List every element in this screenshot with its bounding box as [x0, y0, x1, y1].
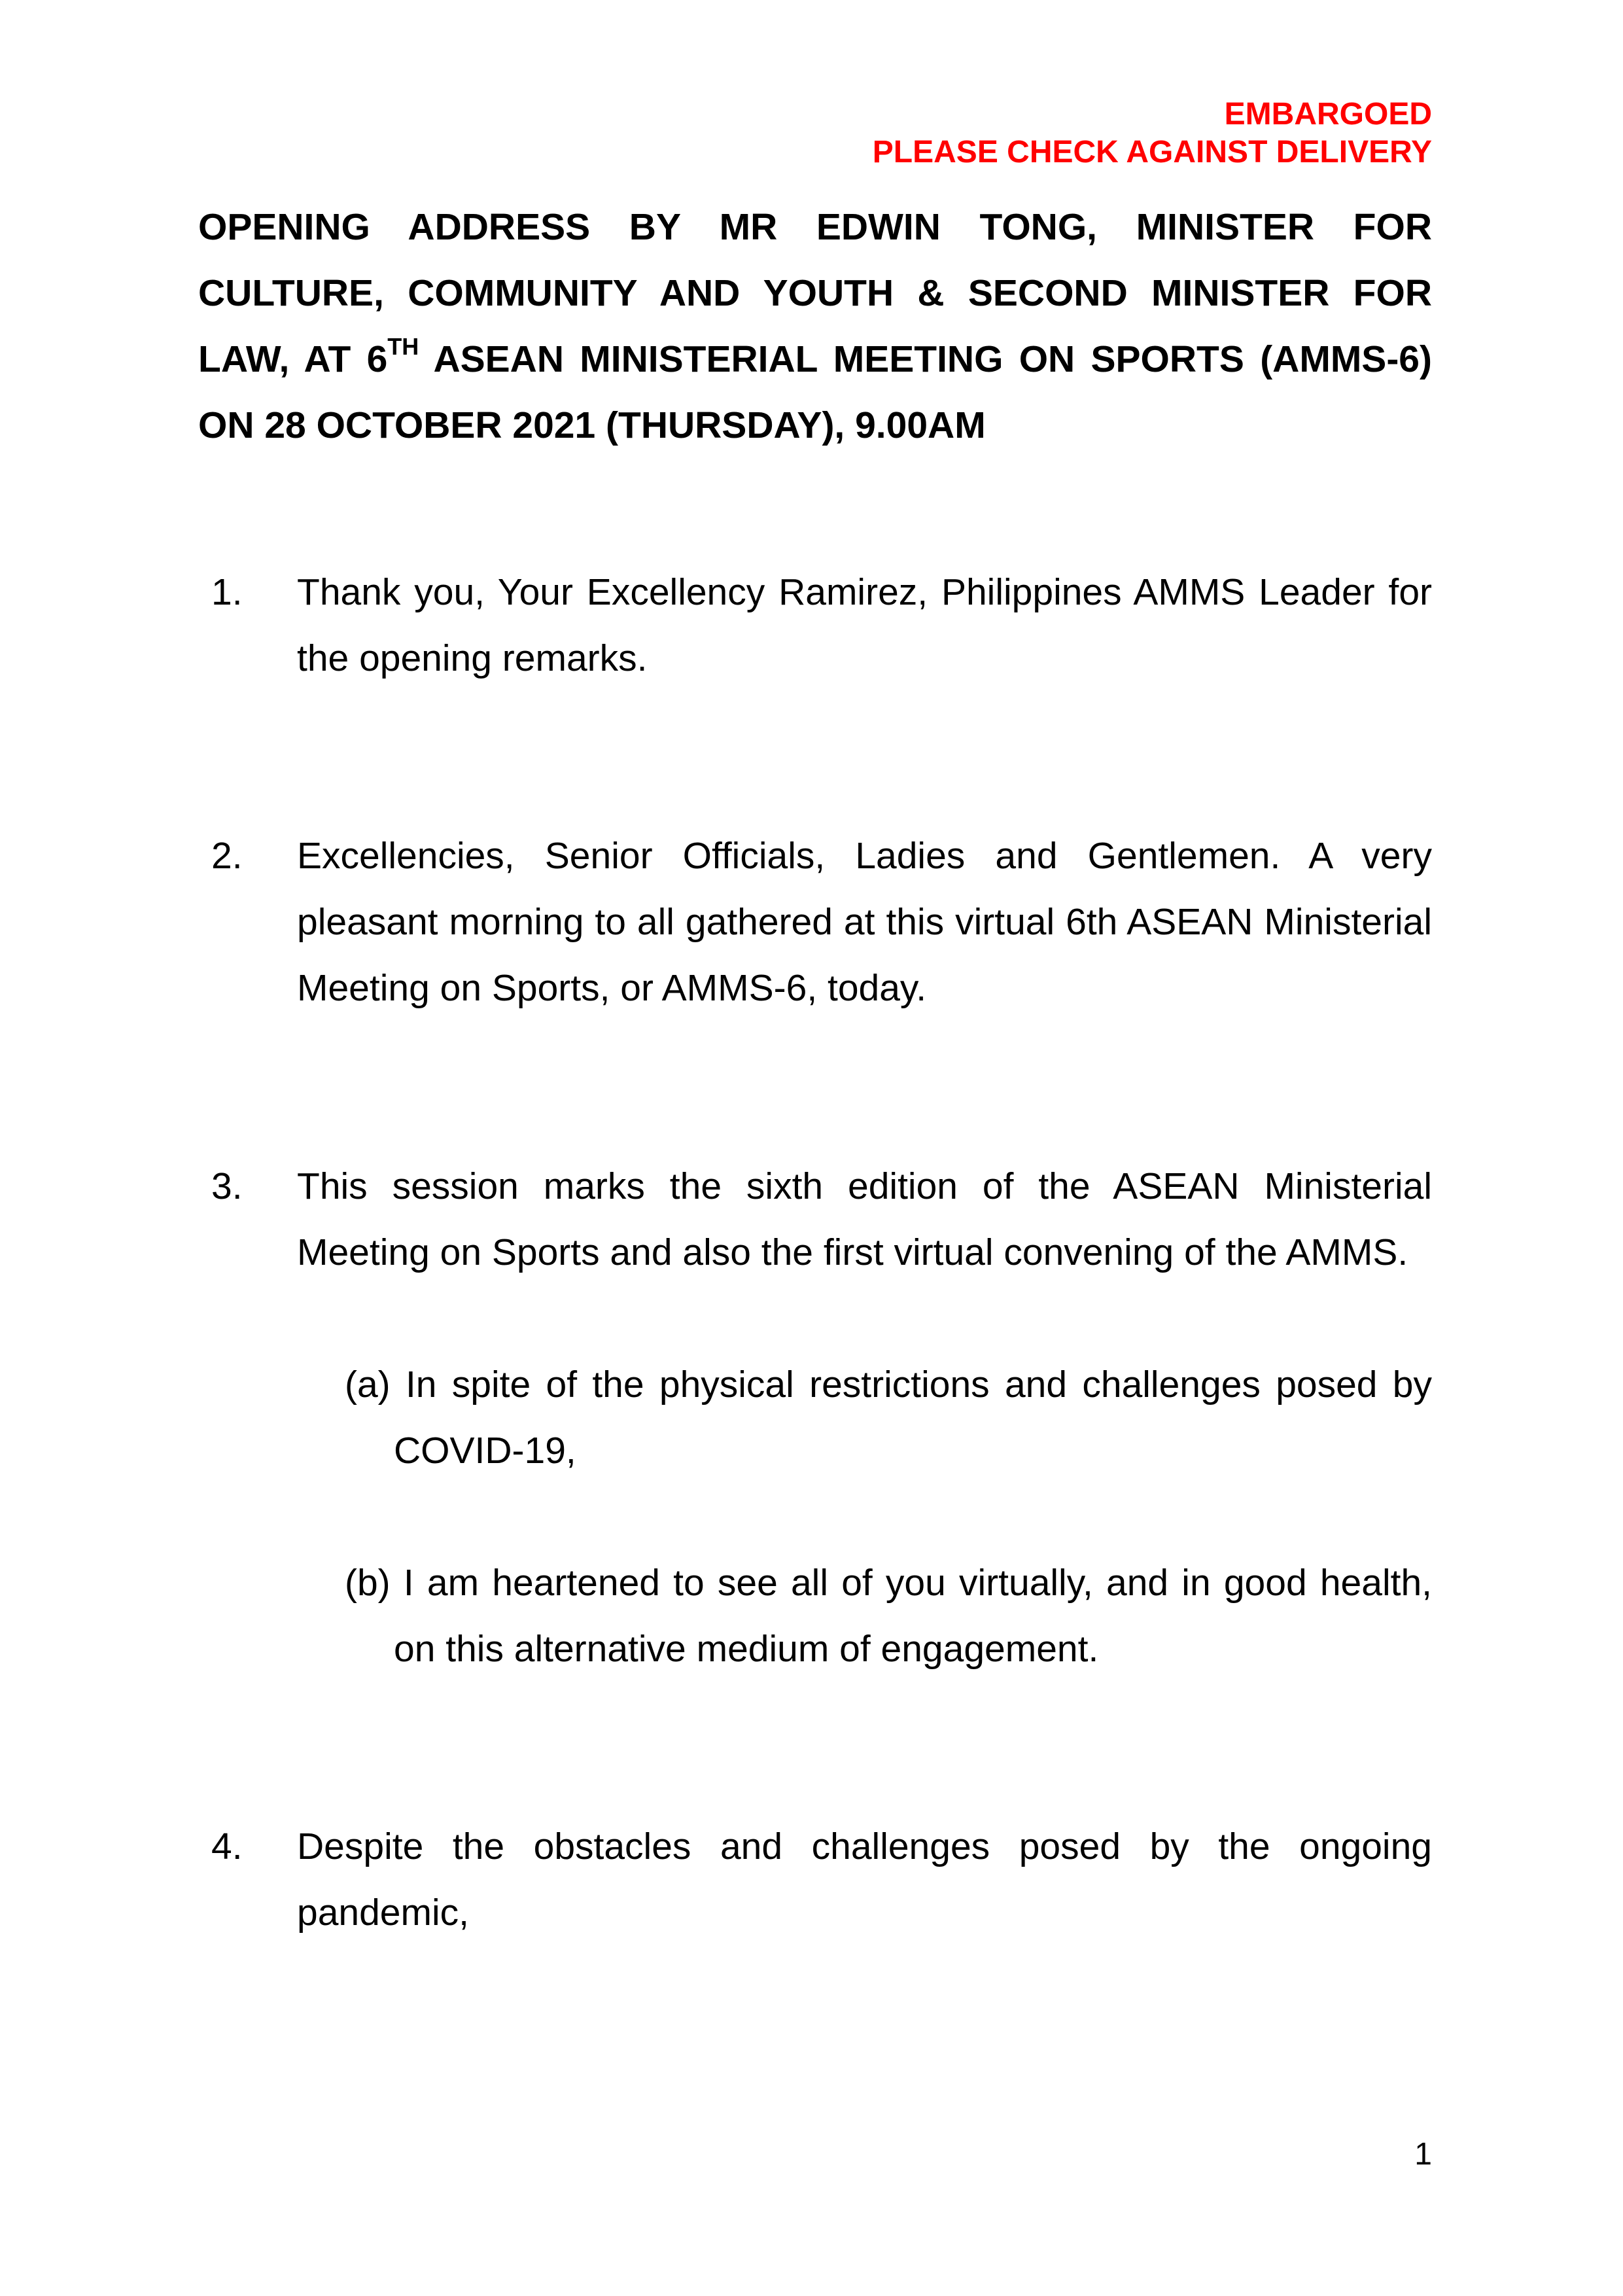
- paragraph-line: the opening remarks.: [297, 637, 648, 679]
- paragraph-body: [297, 559, 1432, 692]
- paragraph-line: Despite the obstacles and challenges posed by the ongoing: [297, 1826, 1432, 1867]
- paragraph-number: 4.: [211, 1826, 243, 1867]
- subpoint-b: [345, 1550, 1432, 1682]
- paragraph-2: [198, 823, 1432, 1021]
- paragraph-line: Meeting on Sports and also the first virtual convening of the AMMS.: [297, 1231, 1408, 1273]
- check-against-delivery-label: PLEASE CHECK AGAINST DELIVERY: [872, 135, 1432, 169]
- paragraph-body: [297, 823, 1432, 1021]
- paragraph-line: Excellencies, Senior Officials, Ladies and Gentlemen. A very: [297, 835, 1432, 877]
- title-line-3-post: ASEAN MINISTERIAL MEETING ON SPORTS (AMMS-6): [419, 338, 1432, 380]
- subpoint-a: [345, 1352, 1432, 1484]
- paragraph-body: [297, 1814, 1432, 1946]
- paragraph-line: pandemic,: [297, 1892, 469, 1934]
- title-line-3-pre: LAW, AT 6: [198, 338, 388, 380]
- embargo-notice: [873, 96, 1432, 171]
- speech-title: [198, 194, 1432, 459]
- paragraph-1: [198, 559, 1432, 692]
- embargo-label: EMBARGOED: [1224, 97, 1432, 132]
- paragraph-number: 2.: [211, 835, 243, 877]
- subpoint-line: (b) I am heartened to see all of you virtually, and in good health,: [345, 1562, 1432, 1604]
- paragraph-line: This session marks the sixth edition of the ASEAN Ministerial: [297, 1165, 1432, 1207]
- page-number: 1: [1414, 2137, 1432, 2172]
- title-line-3: [198, 327, 1432, 393]
- paragraph-body: [297, 1154, 1432, 1286]
- paragraph-3: [198, 1154, 1432, 1286]
- subpoint-line: (a) In spite of the physical restrictions and challenges posed by: [345, 1364, 1432, 1405]
- paragraph-4: [198, 1814, 1432, 1946]
- paragraph-line: Thank you, Your Excellency Ramirez, Philippines AMMS Leader for: [297, 571, 1432, 613]
- title-line-1: OPENING ADDRESS BY MR EDWIN TONG, MINISTER FOR: [198, 206, 1432, 248]
- title-line-2: CULTURE, COMMUNITY AND YOUTH & SECOND MINISTER FOR: [198, 272, 1432, 314]
- subpoint-line: COVID-19,: [394, 1430, 576, 1472]
- paragraph-number: 3.: [211, 1165, 243, 1207]
- title-line-4: ON 28 OCTOBER 2021 (THURSDAY), 9.00AM: [198, 404, 986, 446]
- title-ordinal-suffix: TH: [387, 333, 419, 360]
- paragraph-line: Meeting on Sports, or AMMS-6, today.: [297, 967, 927, 1009]
- subpoint-line: on this alternative medium of engagement.: [394, 1628, 1099, 1670]
- paragraph-number: 1.: [211, 571, 243, 613]
- paragraph-line: pleasant morning to all gathered at this virtual 6th ASEAN Ministerial: [297, 901, 1432, 943]
